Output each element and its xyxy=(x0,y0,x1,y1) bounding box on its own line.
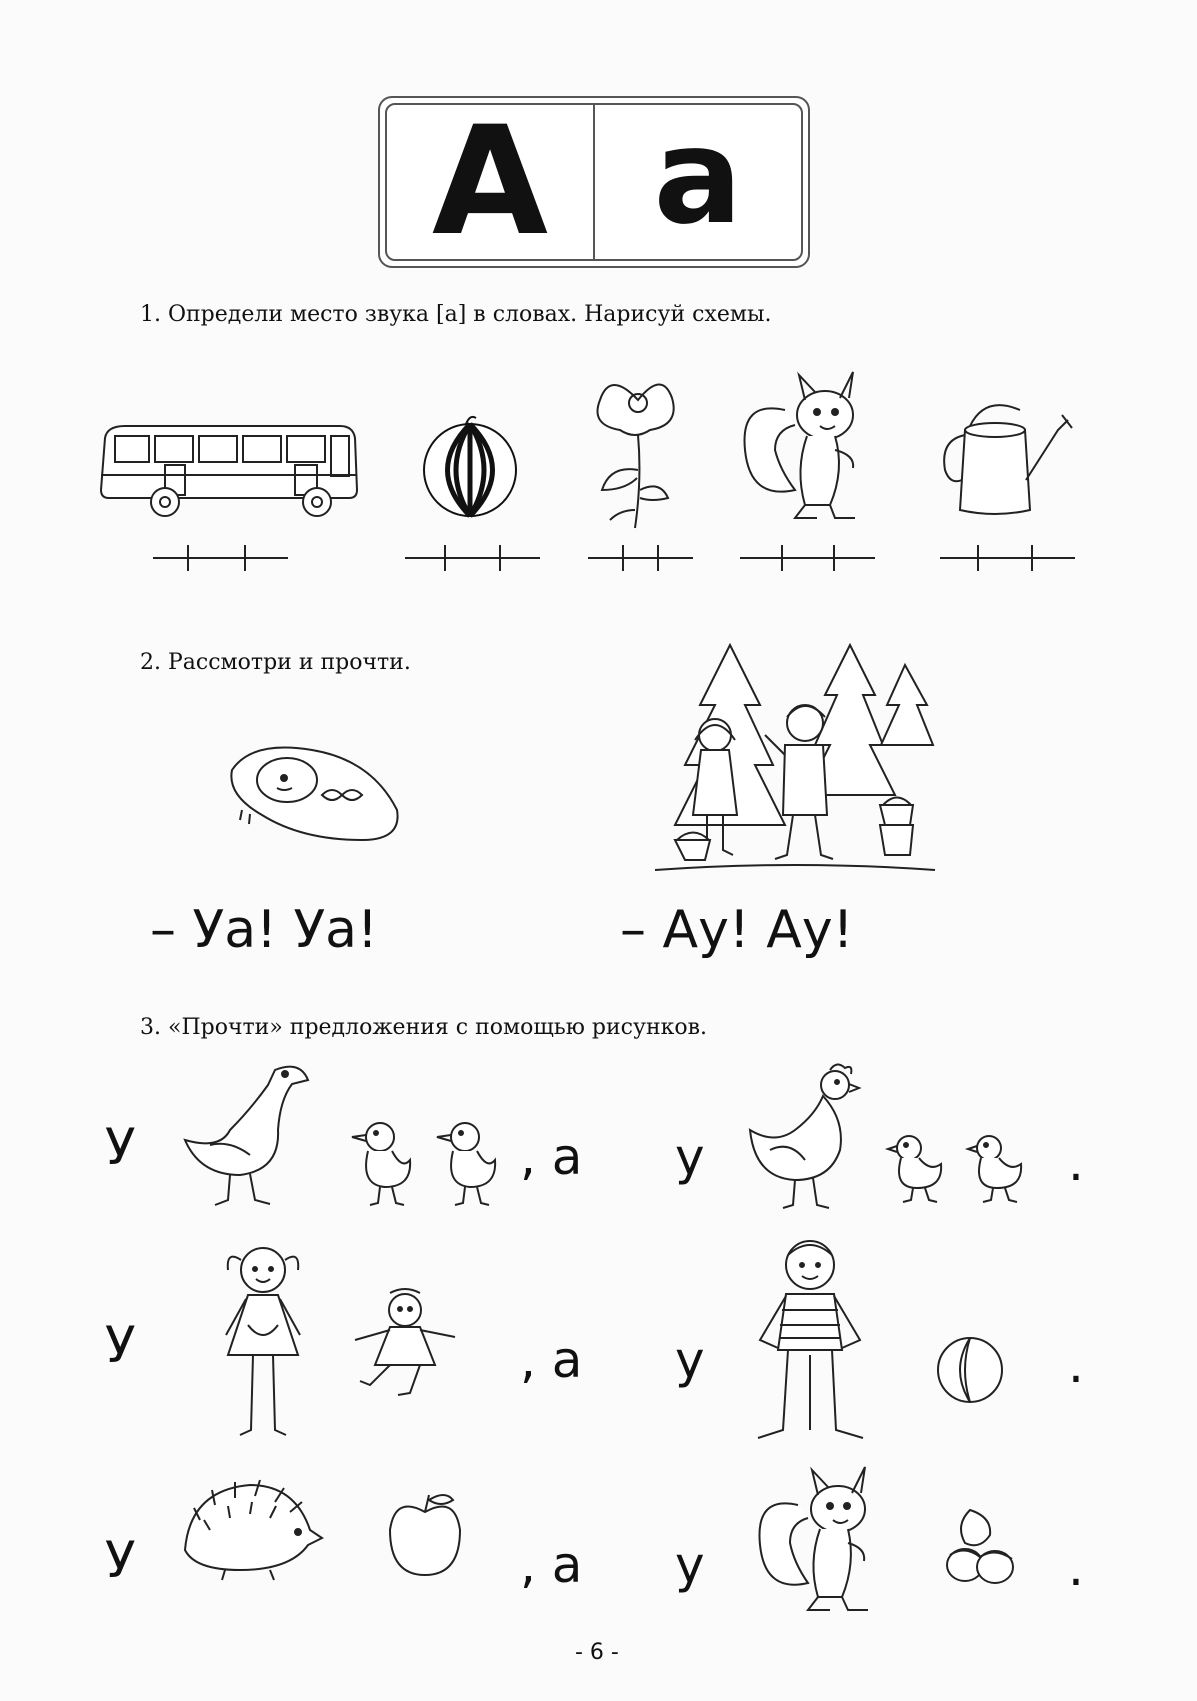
boy-picture xyxy=(748,1230,873,1445)
row1-conjunction: , а xyxy=(520,1128,583,1186)
row1-start-letter: У xyxy=(105,1118,136,1176)
apple-picture xyxy=(385,1490,465,1580)
row3-start-letter: У xyxy=(105,1531,136,1589)
ball-picture xyxy=(935,1335,1005,1405)
chick-picture-2 xyxy=(965,1130,1030,1205)
page-number: - 6 - xyxy=(575,1640,619,1665)
nuts-picture xyxy=(940,1505,1020,1590)
goose-picture xyxy=(180,1060,320,1210)
letter-card-inner xyxy=(385,95,803,269)
task-2-instruction: 2. Рассмотри и прочти. xyxy=(140,650,411,675)
row2-second-letter: у xyxy=(675,1331,705,1389)
watering-can-picture xyxy=(940,390,1075,520)
row3-second-letter: у xyxy=(675,1536,705,1594)
girl-picture xyxy=(218,1235,308,1445)
forest-children-picture xyxy=(655,645,935,875)
hedgehog-picture xyxy=(180,1470,325,1585)
gosling-picture-1 xyxy=(350,1115,420,1210)
squirrel-picture-2 xyxy=(750,1465,885,1615)
task-3-instruction: 3. «Прочти» предложения с помощью рисунков. xyxy=(140,1015,707,1040)
row3-conjunction: , а xyxy=(520,1536,583,1594)
row2-conjunction: , а xyxy=(520,1331,583,1389)
hen-picture xyxy=(745,1060,860,1210)
baby-picture xyxy=(222,740,407,850)
row2-end-period: . xyxy=(1068,1336,1084,1394)
sound-scheme-2 xyxy=(405,545,540,571)
sound-scheme-4 xyxy=(740,545,875,571)
doll-picture xyxy=(350,1285,460,1400)
row1-end-period: . xyxy=(1068,1134,1084,1192)
gosling-picture-2 xyxy=(435,1115,505,1210)
bus-picture xyxy=(95,420,360,520)
task-1-instruction: 1. Определи место звука [а] в словах. Нарисуй схемы. xyxy=(140,302,772,327)
sound-scheme-5 xyxy=(940,545,1075,571)
watermelon-picture xyxy=(420,410,520,520)
row3-end-period: . xyxy=(1068,1539,1084,1597)
uppercase-letter: А xyxy=(387,105,595,259)
row1-second-letter: у xyxy=(675,1128,705,1186)
sound-scheme-1 xyxy=(153,545,288,571)
baby-cry-phrase: – Уа! Уа! xyxy=(150,900,378,960)
sound-scheme-3 xyxy=(588,545,693,571)
forest-call-phrase: – Ау! Ау! xyxy=(620,900,854,960)
squirrel-picture xyxy=(735,370,875,525)
letter-card xyxy=(378,96,810,268)
chick-picture-1 xyxy=(885,1130,950,1205)
lowercase-letter: а xyxy=(653,100,743,254)
poppy-picture xyxy=(590,370,685,530)
row2-start-letter: У xyxy=(105,1316,136,1374)
